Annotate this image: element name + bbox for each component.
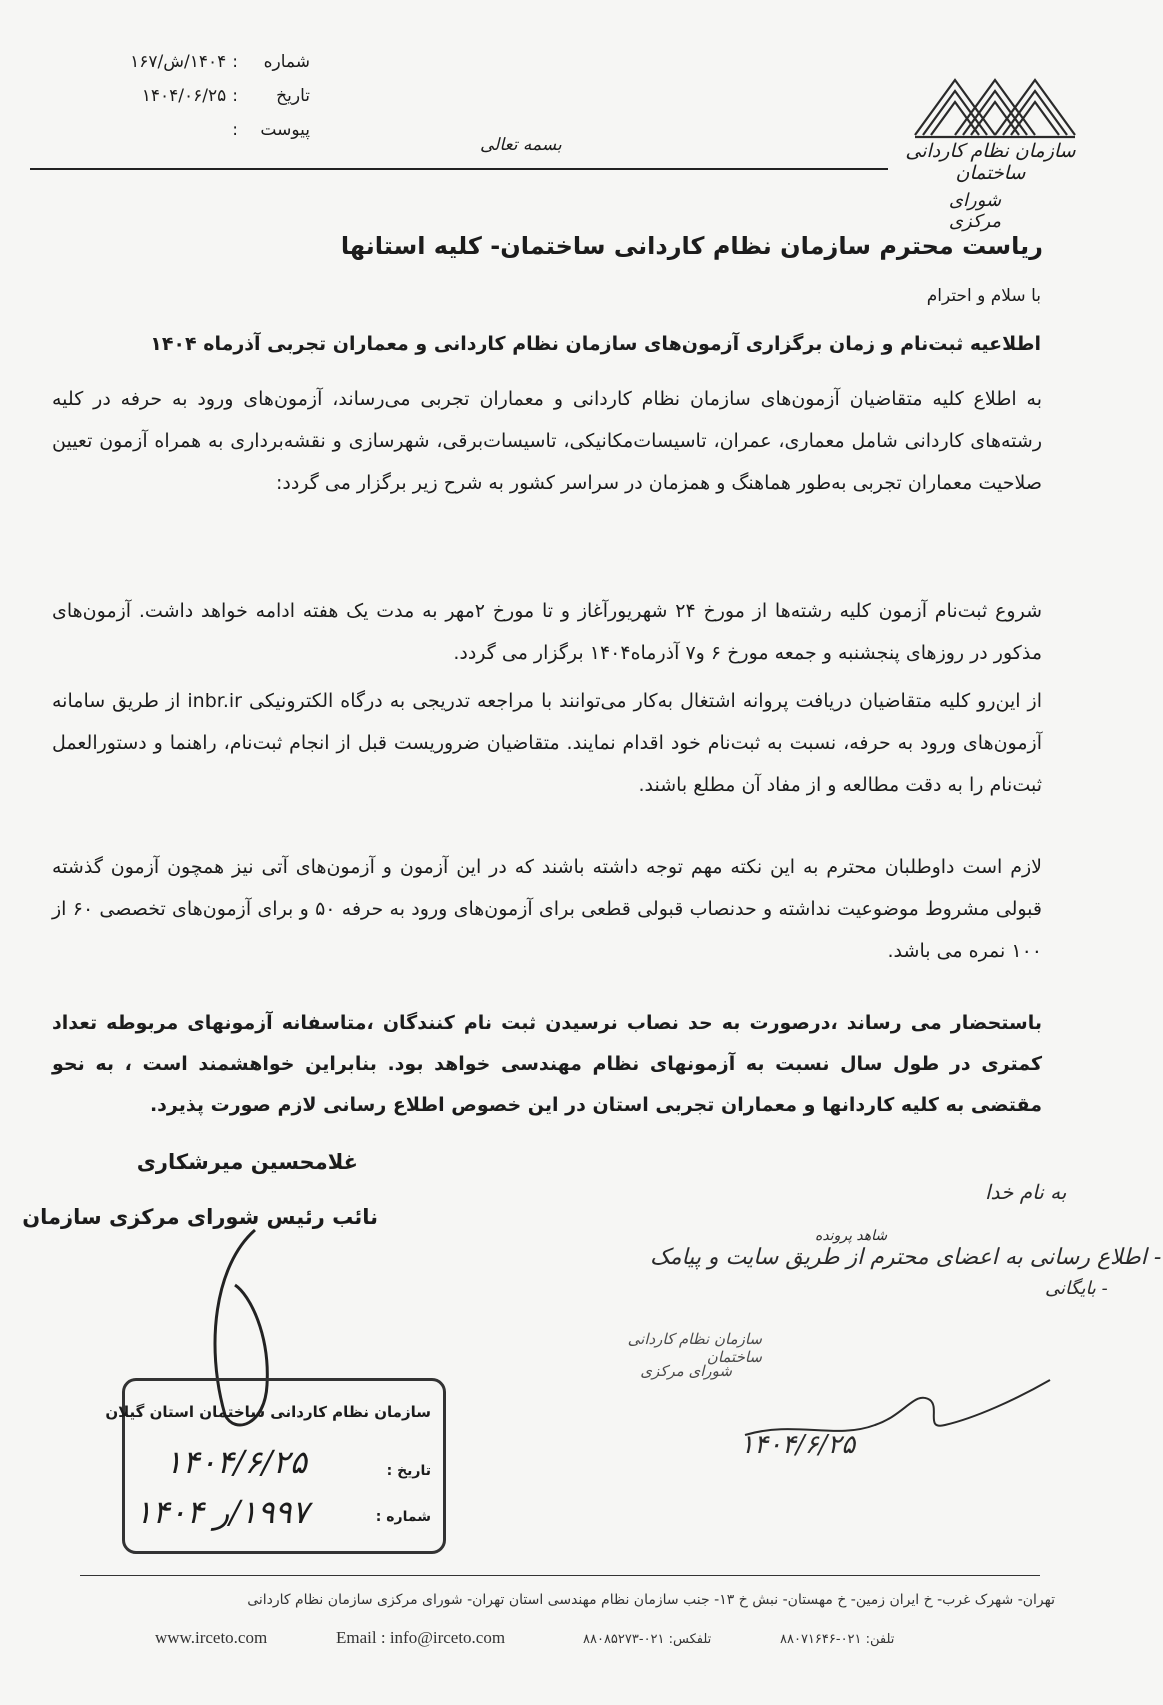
council-stamp-line2: شورای مرکزی [640,1362,732,1380]
header-rule [30,168,888,170]
paragraph-intro: به اطلاع کلیه متقاضیان آزمون‌های سازمان نظام کاردانی و معماران تجربی می‌رساند، آزمون‌های ورود به حرفه در کلیه رشته‌های کاردانی شامل معماری، عمران، تاسیسات‌مکانیکی، تاسیسات‌برقی، شهرسازی و نقشه‌برداری به همراه آزمون تعیین صلاحیت معماران تجربی به‌طور هماهنگ و همزمان در سراسر کشور به شرح زیر برگزار می گردد: [52,388,1042,494]
subject: اطلاعیه ثبت‌نام و زمان برگزاری آزمون‌های سازمان نظام کاردانی و معماران تجربی آذرماه ۱۴۰۴ [150,333,1041,355]
date-label: تاریخ [276,86,310,106]
paragraph-registration: از این‌رو کلیه متقاضیان دریافت پروانه اشتغال به‌کار می‌توانند با مراجعه تدریجی به درگاه الکترونیکی inbr.ir از طریق سامانه آزمون‌های ورود به حرفه، نسبت به ثبت‌نام خود اقدام نمایند. متقاضیان ضروریست قبل از انجام ثبت‌نام، راهنما و دستورالعمل ثبت‌نام را به دقت مطالعه و از مفاد آن مطلع باشند. [52,690,1042,796]
receipt-stamp-title: سازمان نظام کاردانی ساختمان استان گیلان [105,1403,431,1421]
number-label: شماره [263,52,310,72]
date-value: ۱۴۰۴/۰۶/۲۵ [141,86,227,106]
footer-fax: تلفکس: ۰۲۱-۸۸۰۸۵۲۷۳ [583,1632,712,1647]
colon: : [232,52,238,72]
signatory-name: غلامحسین میرشکاری [136,1150,358,1174]
attachment-label: پیوست [260,120,310,140]
handwritten-date: ۱۴۰۴/۶/۲۵ [740,1430,856,1460]
number-value: ۱۴۰۴/ش/۱۶۷ [130,52,227,72]
org-sub: شورای مرکزی [948,190,1002,232]
footer-website: www.irceto.com [155,1628,268,1647]
receipt-number-value: ۱۹۹۷/ر ۱۴۰۴ [135,1493,309,1531]
letter-meta [70,52,310,152]
paragraph-notice: باستحضار می رساند ،درصورت به حد نصاب نرسیدن ثبت نام کنندگان ،متاسفانه آزمونهای مربوطه تعداد کمتری در طول سال نسبت به آزمونهای نظام مهندسی خواهد بود. بنابراین خواهشمند است ، به نحو مقتضی به کلیه کاردانها و معماران تجربی استان در این خصوص اطلاع رسانی لازم صورت پذیرد. [52,1012,1042,1116]
addressee: ریاست محترم سازمان نظام کاردانی ساختمان- کلیه استانها [340,232,1043,260]
handwritten-line3: - اطلاع رسانی به اعضای محترم از طریق سایت و پیامک [650,1245,1162,1270]
council-stamp-line1: سازمان نظام کاردانی ساختمان [627,1330,762,1366]
date-row [142,86,310,106]
footer-address: تهران- شهرک غرب- خ ایران زمین- خ مهستان- نبش خ ۱۳- جنب سازمان نظام مهندسی استان تهران- شورای مرکزی سازمان نظام کاردانی [247,1592,1055,1608]
colon: : [232,120,238,140]
handwritten-signature [735,1330,1055,1490]
handwritten-line1: به نام خدا [985,1180,1067,1204]
greeting: با سلام و احترام [926,286,1041,306]
footer-email: Email : info@irceto.com [336,1628,506,1647]
paragraph-passing-score: لازم است داوطلبان محترم به این نکته مهم توجه داشته باشند که در این آزمون و آزمون‌های آتی نیز همچون آزمون گذشته قبولی مشروط موضوعیت نداشته و حدنصاب قبولی قطعی برای آزمون‌های ورود به حرفه ۵۰ و برای آزمون‌های تخصصی ۶۰ از ۱۰۰ نمره می باشد. [52,856,1042,962]
number-row [130,52,310,72]
receipt-date-value: ۱۴۰۴/۶/۲۵ [165,1443,307,1481]
handwritten-line4: - بایگانی [1045,1278,1108,1299]
receipt-date-label: تاریخ : [386,1463,431,1479]
attachment-row [226,120,310,140]
colon: : [232,86,238,106]
paragraph-schedule: شروع ثبت‌نام آزمون کلیه رشته‌ها از مورخ ۲۴ شهریورآغاز و تا مورخ ۲مهر به مدت یک هفته ادامه خواهد داشت. آزمون‌های مذکور در روزهای پنجشنبه و جمعه مورخ ۶ و۷ آذرماه۱۴۰۴ برگزار می گردد. [52,600,1042,664]
signatory-title: نائب رئیس شورای مرکزی سازمان [22,1205,378,1229]
footer-tel: تلفن: ۰۲۱-۸۸۰۷۱۶۴۶ [780,1632,895,1647]
handwritten-line2: شاهد پرونده [815,1228,888,1244]
footer-rule [80,1575,1040,1576]
receipt-number-label: شماره : [375,1509,431,1525]
receipt-stamp [105,1378,446,1554]
org-name: سازمان نظام کاردانی ساختمان [905,140,1076,184]
bismillah: بسمه تعالی [480,135,562,155]
